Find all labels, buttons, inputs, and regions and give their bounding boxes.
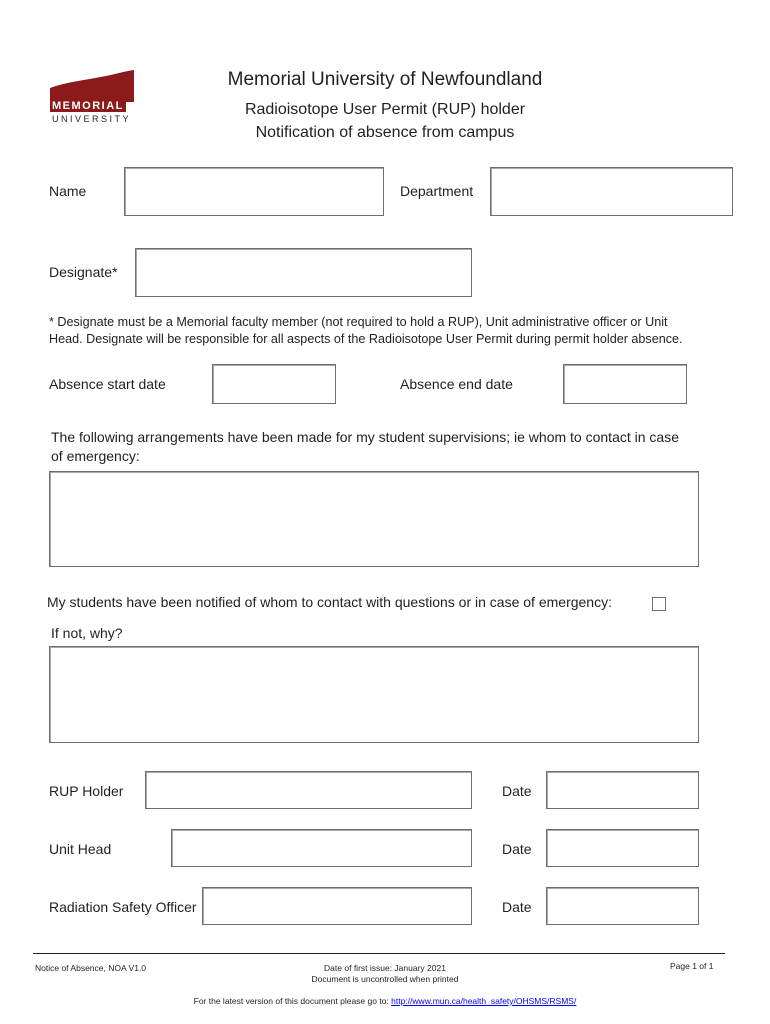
rso-date-label: Date xyxy=(502,899,532,915)
absence-end-label: Absence end date xyxy=(400,376,513,392)
footer-page-number: Page 1 of 1 xyxy=(670,961,714,971)
rso-field[interactable] xyxy=(202,887,472,925)
students-notified-label: My students have been notified of whom to contact with questions or in case of emergency: xyxy=(47,594,612,610)
arrangements-textarea[interactable] xyxy=(49,471,699,567)
rso-date-field[interactable] xyxy=(546,887,699,925)
page-title: Memorial University of Newfoundland xyxy=(227,69,543,90)
arrangements-text-line-1: The following arrangements have been made for my student supervisions; ie whom to contact in case xyxy=(51,429,679,445)
footer-doc-id: Notice of Absence, NOA V1.0 xyxy=(35,963,147,973)
rup-holder-date-label: Date xyxy=(502,783,532,799)
rup-holder-date-field[interactable] xyxy=(546,771,699,809)
designate-label: Designate* xyxy=(49,264,118,280)
absence-start-field[interactable] xyxy=(212,364,336,404)
page-subtitle-2: Notification of absence from campus xyxy=(255,124,515,141)
absence-end-field[interactable] xyxy=(563,364,687,404)
footer-latest-prefix: For the latest version of this document please go to: xyxy=(193,996,389,1006)
rup-holder-label: RUP Holder xyxy=(49,783,124,799)
rso-label: Radiation Safety Officer xyxy=(49,899,197,915)
name-field[interactable] xyxy=(124,167,384,216)
department-label: Department xyxy=(400,183,474,199)
unit-head-label: Unit Head xyxy=(49,841,112,857)
footer-issue-date: Date of first issue: January 2021 xyxy=(324,963,446,973)
students-notified-checkbox[interactable] xyxy=(652,597,666,611)
footer-latest-link[interactable]: http://www.mun.ca/health_safety/OHSMS/RSMS/ xyxy=(391,996,577,1006)
designate-note-line-1: * Designate must be a Memorial faculty member (not required to hold a RUP), Unit administrative officer or Unit xyxy=(49,315,668,329)
designate-note-line-2: Head. Designate will be responsible for all aspects of the Radioisotope User Permit during permit holder absence. xyxy=(49,332,683,346)
if-not-why-label: If not, why? xyxy=(51,625,123,641)
name-label: Name xyxy=(49,183,87,199)
footer-uncontrolled: Document is uncontrolled when printed xyxy=(311,974,459,984)
unit-head-field[interactable] xyxy=(171,829,472,867)
logo-text-memorial: MEMORIAL xyxy=(52,100,124,112)
arrangements-text-line-2: of emergency: xyxy=(51,448,140,464)
rup-holder-field[interactable] xyxy=(145,771,472,809)
page-subtitle-1: Radioisotope User Permit (RUP) holder xyxy=(244,101,526,118)
unit-head-date-field[interactable] xyxy=(546,829,699,867)
unit-head-date-label: Date xyxy=(502,841,532,857)
designate-field[interactable] xyxy=(135,248,472,297)
department-field[interactable] xyxy=(490,167,733,216)
footer-divider xyxy=(33,953,725,954)
if-not-why-textarea[interactable] xyxy=(49,646,699,743)
footer-latest-version xyxy=(0,996,770,1006)
logo-text-university: UNIVERSITY xyxy=(52,114,132,124)
absence-start-label: Absence start date xyxy=(49,376,166,392)
